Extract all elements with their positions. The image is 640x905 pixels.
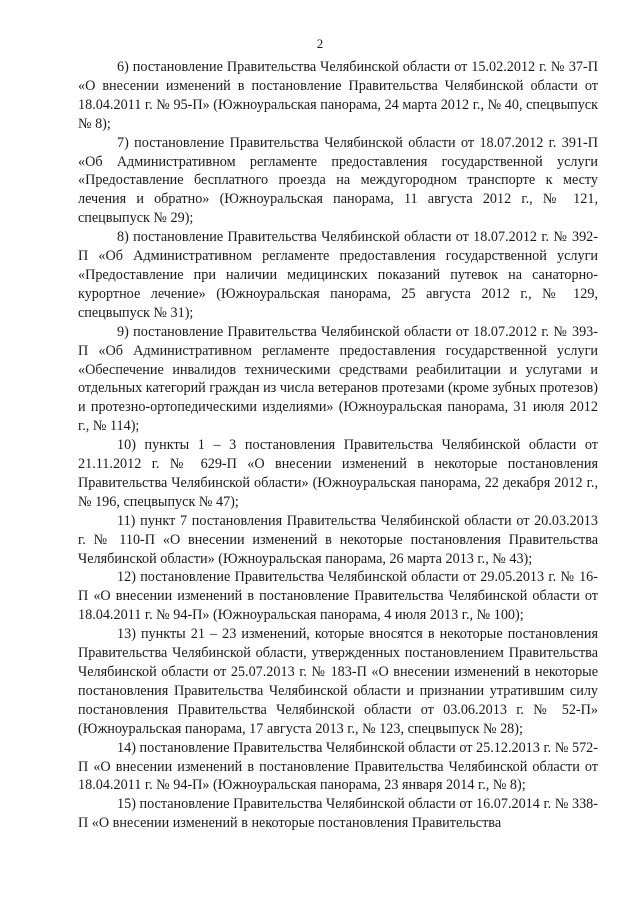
list-item: 9) постановление Правительства Челябинской области от 18.07.2012 г. № 393-П «Об Административном регламенте предоставления государственной услуги «Обеспечение инвалидов техническими средствами реабилитации и услугами и отдельных категорий граждан из числа ветеранов протезами (кроме зубных протезов) и протезно-ортопедическими изделиями» (Южноуральская панорама, 31 июля 2012 г., № 114); (78, 323, 598, 435)
document-body (78, 58, 598, 833)
list-item: 15) постановление Правительства Челябинской области от 16.07.2014 г. № 338-П «О внесении изменений в некоторые постановления Правительства (78, 796, 598, 832)
list-item: 14) постановление Правительства Челябинской области от 25.12.2013 г. № 572-П «О внесении изменений в постановление Правительства Челябинской области от 18.04.2011 г. № 94-П» (Южноуральская панорама, 23 января 2014 г., № 8); (78, 739, 598, 794)
list-item: 10) пункты 1 – 3 постановления Правительства Челябинской области от 21.11.2012 г. № 629-П «О внесении изменений в некоторые постановления Правительства Челябинской области» (Южноуральская панорама, 22 декабря 2012 г., № 196, спецвыпуск № 47); (78, 437, 598, 510)
list-item: 6) постановление Правительства Челябинской области от 15.02.2012 г. № 37-П «О внесении изменений в постановление Правительства Челябинской области от 18.04.2011 г. № 95-П» (Южноуральская панорама, 24 марта 2012 г., № 40, спецвыпуск № 8); (78, 59, 598, 132)
list-item: 12) постановление Правительства Челябинской области от 29.05.2013 г. № 16-П «О внесении изменений в постановление Правительства Челябинской области от 18.04.2011 г. № 94-П» (Южноуральская панорама, 4 июля 2013 г., № 100); (78, 569, 598, 624)
list-item: 13) пункты 21 – 23 изменений, которые вносятся в некоторые постановления Правительства Челябинской области, утвержденных постановлением Правительства Челябинской области от 25.07.2013 г. № 183-П «О внесении изменений в некоторые постановления Правительства Челябинской области и признании утратившим силу постановления Правительства Челябинской области от 03.06.2013 г. № 52-П» (Южноуральская панорама, 17 августа 2013 г., № 123, спецвыпуск № 28); (78, 626, 598, 737)
page-number: 2 (316, 36, 324, 51)
list-item: 8) постановление Правительства Челябинской области от 18.07.2012 г. № 392-П «Об Административном регламенте предоставления государственной услуги «Предоставление при наличии медицинских показаний путевок на санаторно-курортное лечение» (Южноуральская панорама, 25 августа 2012 г., № 129, спецвыпуск № 31); (78, 229, 598, 321)
list-item: 7) постановление Правительства Челябинской области от 18.07.2012 г. 391-П «Об Административном регламенте предоставления государственной услуги «Предоставление бесплатного проезда на междугородном транспорте к месту лечения и обратно» (Южноуральская панорама, 11 августа 2012 г., № 121, спецвыпуск № 29); (78, 134, 598, 227)
list-item: 11) пункт 7 постановления Правительства Челябинской области от 20.03.2013 г. № 110-П «О внесении изменений в некоторые постановления Правительства Челябинской области» (Южноуральская панорама, 26 марта 2013 г., № 43); (78, 512, 598, 567)
